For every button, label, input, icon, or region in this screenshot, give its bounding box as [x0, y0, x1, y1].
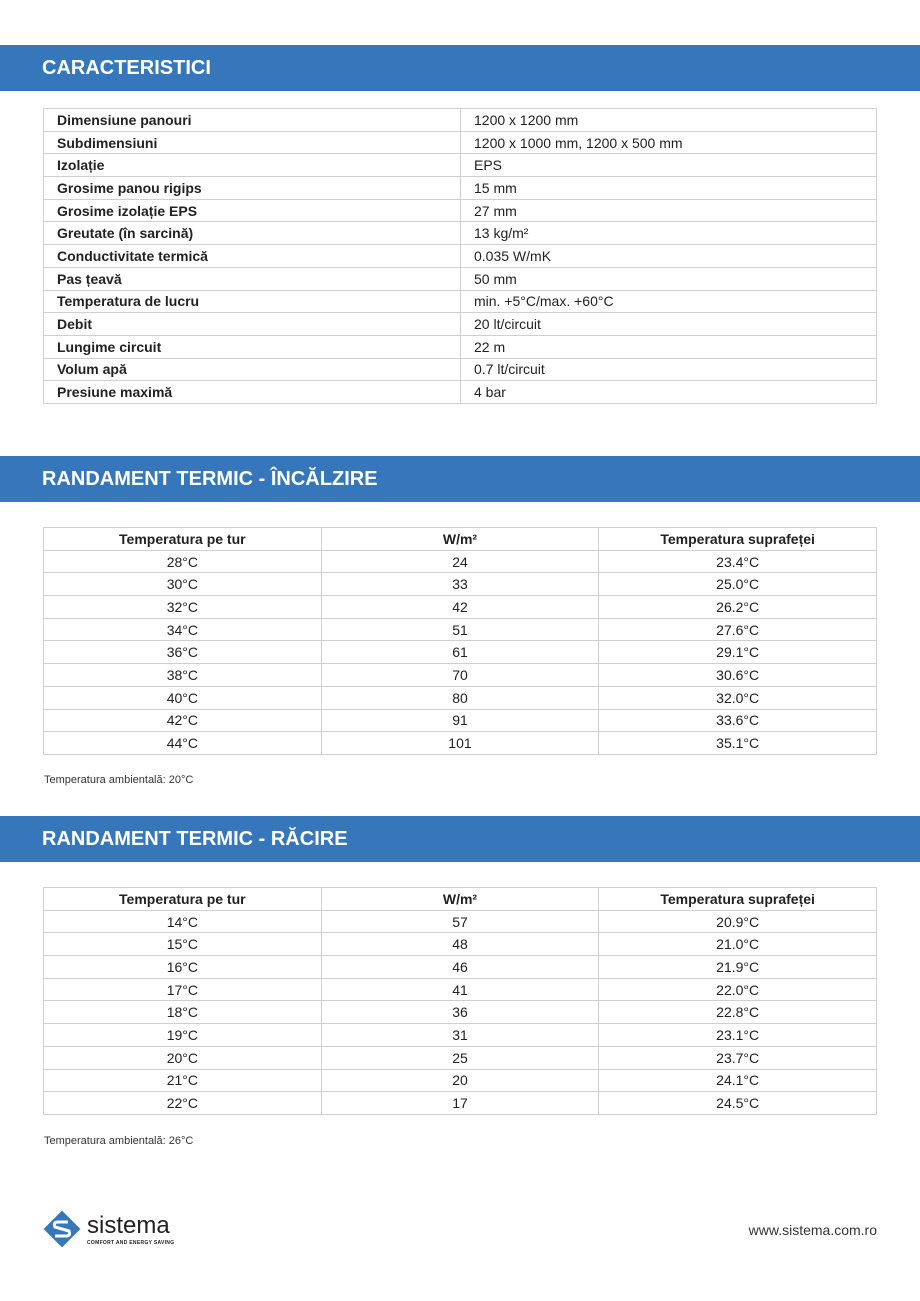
specs-table — [43, 108, 877, 404]
table-cell: 33 — [321, 573, 599, 596]
table-cell: 28°C — [44, 550, 322, 573]
table-cell: 22.8°C — [599, 1001, 877, 1024]
table-cell: 13 kg/m² — [461, 222, 877, 245]
col-header: Temperatura pe tur — [44, 528, 322, 551]
table-cell: Grosime panou rigips — [44, 177, 461, 200]
table-row — [44, 358, 877, 381]
table-cell: Conductivitate termică — [44, 245, 461, 268]
cooling-table — [43, 887, 877, 1115]
table-row — [44, 573, 877, 596]
table-cell: Grosime izolație EPS — [44, 199, 461, 222]
brand-name: sistema — [87, 1211, 170, 1239]
table-cell: 15 mm — [461, 177, 877, 200]
table-row — [44, 109, 877, 132]
table-cell: 18°C — [44, 1001, 322, 1024]
table-row — [44, 1046, 877, 1069]
table-cell: 50 mm — [461, 267, 877, 290]
table-cell: 21.0°C — [599, 933, 877, 956]
table-cell: Pas țeavă — [44, 267, 461, 290]
table-cell: 22 m — [461, 335, 877, 358]
table-row — [44, 177, 877, 200]
table-cell: 23.1°C — [599, 1024, 877, 1047]
table-row — [44, 978, 877, 1001]
table-row — [44, 222, 877, 245]
table-row — [44, 381, 877, 404]
table-row — [44, 131, 877, 154]
table-cell: 32°C — [44, 596, 322, 619]
table-cell: Presiune maximă — [44, 381, 461, 404]
brand-tagline: COMFORT AND ENERGY SAVING — [87, 1239, 175, 1246]
table-cell: Volum apă — [44, 358, 461, 381]
table-cell: 30.6°C — [599, 664, 877, 687]
table-cell: 48 — [321, 933, 599, 956]
table-cell: 24.1°C — [599, 1069, 877, 1092]
table-row — [44, 245, 877, 268]
section-header-heating: RANDAMENT TERMIC - ÎNCĂLZIRE — [0, 456, 920, 502]
table-row — [44, 933, 877, 956]
table-cell: 20 lt/circuit — [461, 313, 877, 336]
table-row — [44, 1024, 877, 1047]
table-cell: 41 — [321, 978, 599, 1001]
sistema-logo — [43, 1210, 174, 1248]
table-cell: 32.0°C — [599, 686, 877, 709]
cooling-note: Temperatura ambientală: 26°C — [44, 1135, 194, 1147]
table-row — [44, 664, 877, 687]
section-header-cooling: RANDAMENT TERMIC - RĂCIRE — [0, 816, 920, 862]
table-row — [44, 618, 877, 641]
table-cell: 15°C — [44, 933, 322, 956]
table-cell: 4 bar — [461, 381, 877, 404]
table-cell: 80 — [321, 686, 599, 709]
table-cell: 31 — [321, 1024, 599, 1047]
table-row — [44, 290, 877, 313]
table-cell: 20 — [321, 1069, 599, 1092]
heating-note: Temperatura ambientală: 20°C — [44, 774, 194, 786]
table-cell: 20°C — [44, 1046, 322, 1069]
table-cell: 25 — [321, 1046, 599, 1069]
table-cell: 16°C — [44, 956, 322, 979]
table-cell: 27.6°C — [599, 618, 877, 641]
table-cell: 61 — [321, 641, 599, 664]
table-cell: 29.1°C — [599, 641, 877, 664]
table-cell: Izolație — [44, 154, 461, 177]
heating-table — [43, 527, 877, 755]
table-cell: 34°C — [44, 618, 322, 641]
table-cell: 35.1°C — [599, 732, 877, 755]
table-cell: 40°C — [44, 686, 322, 709]
table-cell: Temperatura de lucru — [44, 290, 461, 313]
table-cell: 44°C — [44, 732, 322, 755]
table-row — [44, 1092, 877, 1115]
table-cell: 1200 x 1000 mm, 1200 x 500 mm — [461, 131, 877, 154]
table-cell: 51 — [321, 618, 599, 641]
col-header: Temperatura pe tur — [44, 888, 322, 911]
table-cell: 57 — [321, 910, 599, 933]
table-cell: 0.035 W/mK — [461, 245, 877, 268]
table-cell: 33.6°C — [599, 709, 877, 732]
table-cell: 21°C — [44, 1069, 322, 1092]
table-cell: Dimensiune panouri — [44, 109, 461, 132]
table-cell: 19°C — [44, 1024, 322, 1047]
table-cell: 1200 x 1200 mm — [461, 109, 877, 132]
table-row — [44, 596, 877, 619]
table-cell: 24.5°C — [599, 1092, 877, 1115]
table-cell: 26.2°C — [599, 596, 877, 619]
table-row — [44, 335, 877, 358]
table-cell: 17 — [321, 1092, 599, 1115]
col-header: Temperatura suprafeței — [599, 528, 877, 551]
table-cell: Subdimensiuni — [44, 131, 461, 154]
table-row — [44, 550, 877, 573]
table-cell: 91 — [321, 709, 599, 732]
table-cell: 22.0°C — [599, 978, 877, 1001]
table-cell: Lungime circuit — [44, 335, 461, 358]
table-row — [44, 686, 877, 709]
table-cell: 42 — [321, 596, 599, 619]
logo-diamond-icon — [43, 1210, 81, 1248]
section-header-specs: CARACTERISTICI — [0, 45, 920, 91]
table-row — [44, 1069, 877, 1092]
table-cell: 22°C — [44, 1092, 322, 1115]
table-cell: 14°C — [44, 910, 322, 933]
table-cell: 101 — [321, 732, 599, 755]
table-cell: 42°C — [44, 709, 322, 732]
table-row — [44, 154, 877, 177]
table-cell: 21.9°C — [599, 956, 877, 979]
table-cell: 25.0°C — [599, 573, 877, 596]
table-row — [44, 1001, 877, 1024]
col-header: Temperatura suprafeței — [599, 888, 877, 911]
table-cell: 27 mm — [461, 199, 877, 222]
table-row — [44, 641, 877, 664]
table-cell: 36 — [321, 1001, 599, 1024]
table-cell: 23.4°C — [599, 550, 877, 573]
table-cell: min. +5°C/max. +60°C — [461, 290, 877, 313]
table-cell: 70 — [321, 664, 599, 687]
table-cell: Greutate (în sarcină) — [44, 222, 461, 245]
col-header: W/m² — [321, 888, 599, 911]
table-row — [44, 199, 877, 222]
table-cell: 30°C — [44, 573, 322, 596]
table-row — [44, 732, 877, 755]
table-cell: 20.9°C — [599, 910, 877, 933]
table-row — [44, 956, 877, 979]
table-row — [44, 267, 877, 290]
table-cell: 17°C — [44, 978, 322, 1001]
table-cell: 0.7 lt/circuit — [461, 358, 877, 381]
table-cell: Debit — [44, 313, 461, 336]
table-cell: 36°C — [44, 641, 322, 664]
table-row — [44, 313, 877, 336]
col-header: W/m² — [321, 528, 599, 551]
table-cell: 24 — [321, 550, 599, 573]
table-cell: EPS — [461, 154, 877, 177]
table-row — [44, 910, 877, 933]
table-cell: 23.7°C — [599, 1046, 877, 1069]
table-row — [44, 709, 877, 732]
website-link[interactable]: www.sistema.com.ro — [748, 1222, 877, 1238]
table-cell: 38°C — [44, 664, 322, 687]
table-cell: 46 — [321, 956, 599, 979]
